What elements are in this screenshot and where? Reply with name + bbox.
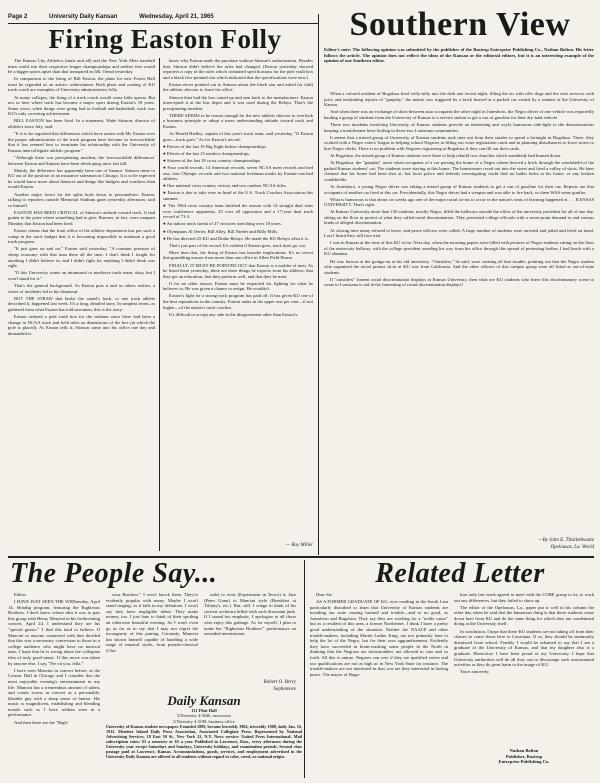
paragraph: And when there was an exchange of shots between auto occupants the other night in Jonesboro, the Negro driver of one vehicle was reportedly hauling a group of students from the University of Kansas to a service station to get a can of gasoline for their dry-tank vehicle. — [324, 109, 594, 120]
paragraph: Easton claims that the front office of the athletic department has put such a crimp in the track budget that it is becoming impossible to maintain a good track program. — [8, 228, 155, 245]
paragraph: lusa only last week agreed to meet with the CORE group to try to work out any differences, but they failed to show up. — [454, 592, 594, 603]
paragraph: These two incidents involving University of Kansas students provide an interesting and wryly humorous side-light to the demonstrations keeping a troublesome brew boiling in those two Louisiana communities. — [324, 121, 594, 133]
paragraph: In comparison to the firing of Bill Easton, the plans for new Foster Hall must be regarded as an artistic achievement. Both plans and ousting of KU track coach are examples of University administrative folly. — [8, 76, 155, 93]
editorial-left-signature: — Roy Miller — [285, 543, 313, 548]
people-say-column-2 — [106, 592, 198, 692]
southern-view-signature: —By John E. Thistlethwaite — [538, 538, 594, 543]
paragraph: ● Easton is due to take over as head of the U.S. Track Coaches Association this summer. — [163, 190, 313, 202]
southern-view-body — [324, 91, 594, 537]
people-say-column-1 — [8, 592, 100, 778]
paragraph: BILL EASTON has been fired. In a statement, Wade Stinson, director of athletics since July, said: — [8, 118, 155, 130]
paragraph: At many colleges, the firing of a track coach would cause little uproar. But not so here where track has become a major sport during Easton's 18 years. Some years, when things were going bad in football and basketball, track was KU's only crowning achievement. — [8, 94, 155, 117]
paragraph: ● Olympians Al Oerter, Bill Alley, Bill Nieder and Billy Mills. — [163, 228, 279, 234]
paragraph: If "outsiders" foment racial discrimination displays at Kansas University, then what are KU students who leave this discriminatory scene to come to Louisiana to aid in the fomenting of racial discrimination displays? — [324, 276, 594, 288]
editors-note: Editor's note: The following opinion was submitted by the publisher of the Bastrop Enterprise Publishing Co., Nathan Bolton. His letter follows the article. The opinion does not reflect the ideas of the Kansan or the editorial editors, but it is an interesting example of the opinion of one Southern editor. — [324, 47, 594, 64]
masthead-phone-news: UNiversity 4-3646, newsroom — [177, 713, 231, 719]
paragraph: ● The 1964 cross country team finished the season with 14 straight dual wins over conference opponents, 25 over all opposition and a 17-year dual track record of 71-3. — [163, 203, 313, 220]
masthead — [106, 694, 302, 759]
paragraph: I HAVE JUST SEEN THE WEDnesday, April 14, Shindig program, featuring the Righteous Brothers. I don't know whose idea it was to pair this group with Henry Mancini in his forthcoming concert, April 24. I understand they are his "special guests." I find this hard to believe. If Mancini or anyone connected with him decided that this was a necessary concession to those in a college audience who might have no musical taste, I hope that he is wrong about the collegiate idea of truly good music. If this move was taken by anyone else, I say, "Fie on you, fella." — [8, 599, 100, 666]
paragraph: The editor of the Opelousas, La., paper put it well in his column the other day when he said that the humorous thing is that these students come down here from KU and do the same thing for which they are condemned doing at the University itself. — [454, 604, 594, 627]
signature-line: Enterprise Publishing Co. — [498, 759, 550, 765]
paragraph: He was furious at the goings-on at his old university. "Outsiders," he said, were creating all that trouble, pointing out that the Negro student who organized the racial protest sit-in at KU was from California. And the other officers of this campus group were all listed as out-of-state students. — [324, 258, 594, 275]
paragraph: More than that, the firing of Easton has broader implications. It's no secret that grumbling ensues from more than one office in Allen Field House. — [163, 249, 313, 261]
paragraph: ● Sixteen of the last 18 cross country championships. — [163, 158, 262, 163]
paragraph: "It is to be regretted that differences which have arisen with Mr. Easton over the proper administration of the track program have become so irreconcilable that it has seemed best to terminate his relationship with the University of Kansas intercollegiate athletic program." — [8, 131, 155, 153]
related-letter-column-2 — [454, 592, 594, 748]
editorial-title-right: Southern View — [349, 6, 571, 43]
signature-line: Publisher, Bastrop — [505, 753, 543, 759]
paragraph: "It just goes on and on," Easton said yesterday. "A constant pressure of cheap economy with that man there all the time. I don't think I fought for anything I didn't believe in, and I didn't fight for anything I didn't think was right. — [8, 246, 155, 269]
people-say-title: The People Say... — [10, 558, 218, 589]
paragraph: Mainly, the difference has apparently been one of finance. Stinson came to KU out of the position of an insurance salesman in Chicago. It is to be expected he would know more about finances and things like budgets and vouchers than would Easton. — [8, 167, 155, 190]
masthead-phone-business: UNiversity 4-3198, business office — [173, 718, 235, 724]
bottom-divider — [304, 560, 305, 778]
paragraph: The Kansas City Athletics (mule and all) and the New York Mets baseball team could win their respective league championships and neither feat would be a bigger sports upset than that transpired on Mt. Oread yesterday. — [8, 58, 155, 75]
paragraph: ● Four world records, 14 American records, seven NCAA meet records and tied one, four Olympic records and two national freshman marks by Easton-coached athletes. — [163, 165, 313, 182]
paragraph: And then there are the "Righ- — [14, 719, 69, 725]
paragraph: I have seen Mancini in concert before, at the Cosmic Hall in Chicago and I consider this the most enjoyable evening's entertainment in my life. Mancini has a tremendous amount of talent, and comes across in concert as a personable, likeable guy with a sharp sense of humor. His music is magnificent, establishing and blending moods such as I have seldom seen in a performance. — [8, 667, 100, 718]
people-say-signature-class: Sophomore — [273, 687, 296, 692]
page-number: Page 2 — [8, 14, 28, 20]
masthead-logo: Daily Kansan — [167, 693, 241, 708]
editorial-left-column-2 — [163, 58, 313, 542]
paragraph: As Herald Hadley, captain of this year's track team, said yesterday, "If Easton goes—track goes." As for Easton's record: — [163, 131, 313, 142]
paragraph: AS A FORMER GRADUATE OF KU, now residing in the South I am particularly disturbed to learn that University of Kansas students are invading our state causing turmoil and trouble—and to no good, as Jonesboro and Bogalusa. They say they are working for a "noble cause" but as a resident of this area, a former Northerner, I think I have a pretty good understanding of the situation. Neither the NAACP and other trouble-makers, including Martin Luther King, are not primarily here to help the lot of the Negro, but for their own aggrandizement. Evidently they have succeeded in brain-washing some people in the North in thinking that the Negroes are downtrodden, not allowed to vote and so forth. All this is untrue. Negroes can vote if they are qualified voters and our qualifications are not as high as in New York State for instance. The trouble-makers are not interested in that, nor are they interested in having peace. The mayor of Boga- — [310, 599, 448, 677]
issue-date: Wednesday, April 21, 1965 — [139, 14, 214, 20]
paragraph: BUT THE STRAW that broke the camel's back, or one track athlete described it, happened last week. It's a long, detailed story. In simplest terms, as gathered from what Easton has told newsmen, this is the story: — [8, 295, 155, 312]
editorial-title-left: Firing Easton Folly — [48, 24, 282, 54]
paragraph: ● An indoor track streak of 27 victories stretching over 18 years. — [163, 221, 282, 227]
paragraph: ● One national cross country victory and two outdoor NCAA titles. — [163, 183, 287, 189]
people-say-signature: Robert O. Berry — [263, 680, 296, 685]
paragraph: Easton never pointed out to Stinson about the black star and asked (or told) the athletic director to leave his office. — [163, 81, 313, 93]
masthead-body: University of Kansas student newspaper. Founded 1889, became biweekly 1904, triweekly 1908, daily Jan. 16, 1912. Member Inland Daily Press Association, Associated Collegiate Press. Represented by National Advertising Services, 18 East 50 St., New York 22, N.Y. News service: United Press International. Mail subscription rates: $3 a semester or $5 a year. Published in Lawrence, Kan., every afternoon during the University year except Saturdays and Sundays, University holidays, and examination periods. Second class postage paid at Lawrence, Kansas. Accommodations, goods, services, and employment advertised in the University Daily Kansan are offered to all students without regard to color, creed, or national origin. — [106, 724, 302, 760]
paragraph: Editor: — [14, 592, 27, 597]
paragraph: Easton's fight for a strong track program has paid off. It has given KU one of the best reputations in the country. Easton ranks in the upper one per cent—if not higher—of the nation's track coaches. — [163, 293, 313, 310]
paragraph: When a colored resident of Bogalusa fired willy-nilly into the dark one recent night, filling the air with rifle slugs and the wire services with juicy and misleading reports of "gunplay," the matter was triggered by a brick heaved at a parked car owned by a student of the University of Kansas. — [324, 91, 594, 108]
paragraph: In conclusion, I hope that these KU students are not taking off from their classes to come down here to Louisiana. If so, they should be summarily dismissed from school. Frankly I would be ashamed to say that I am a graduate of the University of Kansas, and that my daughter also is a graduate. Heretofore I have been proud of my University. I hope that University authorities will do all they can to discourage such unwarranted activities as they do great harm to the image of KU. — [454, 628, 594, 668]
paragraph: Dear Sir: — [316, 592, 333, 597]
people-say-column-3 — [204, 592, 296, 680]
paragraph: cous Brothers." I won't knock them. They're evidently popular with many. Maybe I won't stand singing, as it falls in my definition. I won't say they have negligible talent. They make money, too. I just hate to think of their spoiling an otherwise beautiful evening. So I won't even go as far as to say that I may not regret the incongruity of this pairing. Certainly, Mancini has shown himself capable of handling a wide range of musical styles, from pseudo-classical (Cha- — [106, 592, 198, 653]
page-header — [8, 14, 234, 20]
paragraph: It seems that a mixed group of University of Kansas students took time out from their studies to spend a fortnight in Bogalusa. There, they worked with a Negro voters' league in helping school Negroes in filling out voter registration cards and in planning disturbances to force stores to hire Negro clerks. There is no problem with Negroes registering at Bogalusa if they can fill out their cards. — [324, 134, 594, 151]
page-center-divider — [318, 14, 319, 555]
paragraph: know why Easton made the purchase without Stinson's authorization. Besides that, Stinson didn't believe the rules had changed. (Easton yesterday showed reporters a copy of the rules which contained specifications for the pole vault box and a black five-pointed star which indicated that the specifications were new.) — [163, 58, 313, 80]
paragraph: At closing time many refused to leave, and peace officers were called. A large number of students were arrested and jailed and freed on bond. Last I heard they still face trial. — [324, 227, 594, 239]
related-letter-column-1 — [310, 592, 448, 778]
southern-view-source: Opelousas, La. World — [550, 545, 594, 550]
paragraph: I was in Kansas at the time of this KU sit-in. Next day, when the morning papers were filled with pictures of Negro students sitting on the floor of the university hallway, with the college president wending his way from his office through this spread of protesting bodies, I had lunch with a KU alumnus. — [324, 240, 594, 257]
paragraph: That's just part of the record. It's evident if Easton goes, track does go, too. — [169, 242, 307, 248]
paragraph: At Bogalusa, the mixed group of Kansas students were there to help rebuild two churches which somebody had burned down. — [330, 152, 562, 158]
paragraph: FINALLY, IT MUST BE POINTED OUT that Easton is a molder of men. As he listed them yesterday, these are three things he expects from his athletes: that they get an education, that they perform well, and that they be men. — [163, 262, 313, 279]
paragraph: At Bogalusa, the "gunplay" arose when occupants of a car passing the home of a Negro citizen heaved a brick through the windshield of the parked Kansas students' car. The students were staying at this home. The homeowner raced out into the street and fired a volley of shots. He later claimed that his home had been shot at, but local police and federals investigating could find no bullet holes at his home, or any broken windshields. — [324, 160, 594, 182]
paragraph: At Jonesboro, a young Negro driver was taking a mixed group of Kansas students to get a can of gasoline for their car. Reports are that occupants of another car fired at this car. Providentially, this Negro driver had a weapon and was able to fire back, so there WAS some gunfire. — [324, 183, 594, 195]
paragraph: ● He has directed 25 KU and Drake Relays. He made the KU Relays what it is. — [163, 235, 309, 241]
paragraph: What is humorous is that about six weeks ago one of the major racial sit-ins to occur in the nation's seats of learning happened at . . . KANSAS UNIVERSITY. That's right. — [324, 196, 594, 208]
paragraph: If for no other reason, Easton must be respected for fighting for what he believes in. He was given a chance to resign. He wouldn't. — [163, 280, 313, 292]
paragraph: It's difficult to accept any side in the disagreement other than Easton's. — [169, 311, 299, 317]
column-divider — [159, 58, 160, 551]
masthead-address: 111 Flint Hall — [191, 708, 217, 713]
related-letter-title: Related Letter — [375, 558, 545, 589]
signature-line: Nathan Bolton — [509, 748, 539, 753]
paragraph: THERE SEEMS to be reason enough for the new athletic director to overlook a business principle or adopt a more understanding attitude toward track and Easton. — [163, 112, 313, 130]
paragraph: ● Eleven of the last 13 outdoor championships. — [163, 150, 250, 156]
paragraph: That's the general background. As Easton puts it and as others realize, a series of incidents led to his dismissal. — [8, 282, 155, 294]
paragraph: Yours sincerely, — [460, 669, 490, 675]
paragraph: Stinson then had the box crated up and sent back to the manufacturer. Easton intercepted it at the bus depot and it was used during the Relays. That's the precipitating incident. — [163, 94, 313, 111]
paragraph: EASTON HAS BEEN CRITICAL of Stinson's attitude toward track. It had gotten to the point where something had to give. Rumors, in fact, were rampant Monday that Easton had been fired. — [8, 209, 155, 227]
paragraph: ● Eleven of the last 16 Big Eight Indoor championships. — [163, 143, 267, 149]
paragraph: "Although there was precipitating incident, the 'irreconcilable differences' between Easton and Stinson have been developing since last fall. — [8, 155, 155, 166]
paragraph: Easton ordered a pole vault box for the stadium since there had been a change in NCAA track and field rules on dimensions of the box (in which the pole is placed). As Easton tells it, Stinson came into his office one day and demanded to — [8, 313, 155, 336]
paragraph: At Kansas University more than 150 students, mostly Negro, filled the hallways outside the office of the university president for all of one day, sitting on the floor in protest of what they called racial discrimination. They presented college officials with a seven-point demand to end various kinds of alleged discrimination. — [324, 209, 594, 226]
paper-name: University Daily Kansan — [49, 14, 118, 20]
related-letter-signature — [454, 748, 594, 778]
editorial-left-column-1 — [8, 58, 155, 551]
paragraph: "If this University wants an intramural or mediocre track team, okay, but I won't stand for it." — [8, 270, 155, 281]
paragraph: Another major factor for the splits boils down to personalities. Easton, talking to reporters outside Memorial Stadium gates yesterday afternoon, said so himself. — [8, 191, 155, 208]
paragraph: rade) to twist (Experiment in Terror) to Jazz (Peter Gunn) to Mancini style (Breakfast at Tiffany's, etc.). But, still, I cringe to think of his concert orchestra billed with such dissonant junk. If I sound too emphatic, I apologize to all those who enjoy this garbage. As for myself, I plan to make the "Righteous Brothers'" performance an extended intermission. — [204, 592, 296, 637]
